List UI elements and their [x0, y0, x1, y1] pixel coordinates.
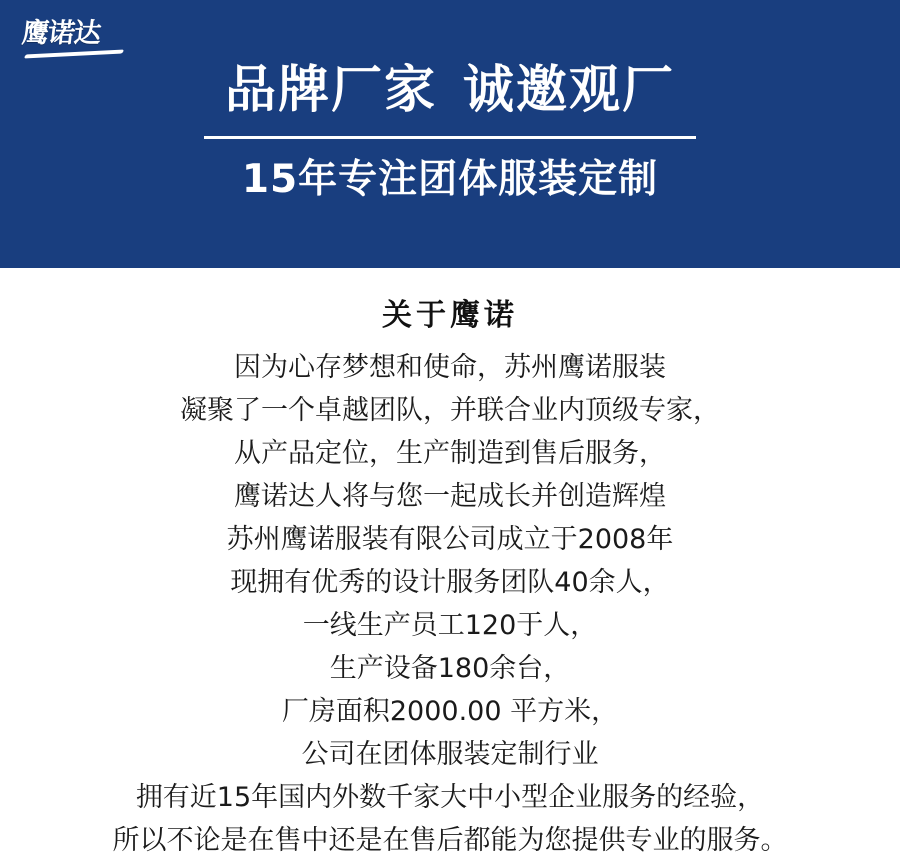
banner-content [0, 0, 900, 268]
about-line: 苏州鹰诺服装有限公司成立于2008年 [226, 524, 674, 555]
about-line: 所以不论是在售中还是在售后都能为您提供专业的服务。 [112, 825, 788, 856]
banner-divider [204, 136, 696, 139]
about-line: 拥有近15年国内外数千家大中小型企业服务的经验， [135, 782, 765, 813]
about-line: 现拥有优秀的设计服务团队40余人， [230, 567, 670, 598]
about-line: 因为心存梦想和使命，苏州鹰诺服装 [234, 352, 666, 383]
about-body [0, 346, 900, 862]
about-line: 鹰诺达人将与您一起成长并创造辉煌 [234, 481, 666, 512]
about-line: 厂房面积2000.00 平方米， [281, 696, 619, 727]
about-line: 生产设备180余台， [329, 653, 571, 684]
hero-banner [0, 0, 900, 268]
about-heading: 关于鹰诺 [382, 298, 518, 333]
about-section [0, 268, 900, 862]
about-line: 从产品定位，生产制造到售后服务， [234, 438, 666, 469]
banner-subtitle: 15年专注团体服装定制 [241, 157, 659, 202]
about-line: 凝聚了一个卓越团队，并联合业内顶级专家， [180, 395, 720, 426]
brand-logo-text: 鹰诺达 [20, 18, 102, 49]
banner-title-part1: 品牌厂家 [224, 61, 437, 120]
banner-title [225, 62, 675, 120]
about-line: 公司在团体服装定制行业 [301, 739, 599, 770]
banner-title-part2: 诚邀观厂 [463, 61, 676, 120]
about-line: 一线生产员工120于人， [302, 610, 598, 641]
